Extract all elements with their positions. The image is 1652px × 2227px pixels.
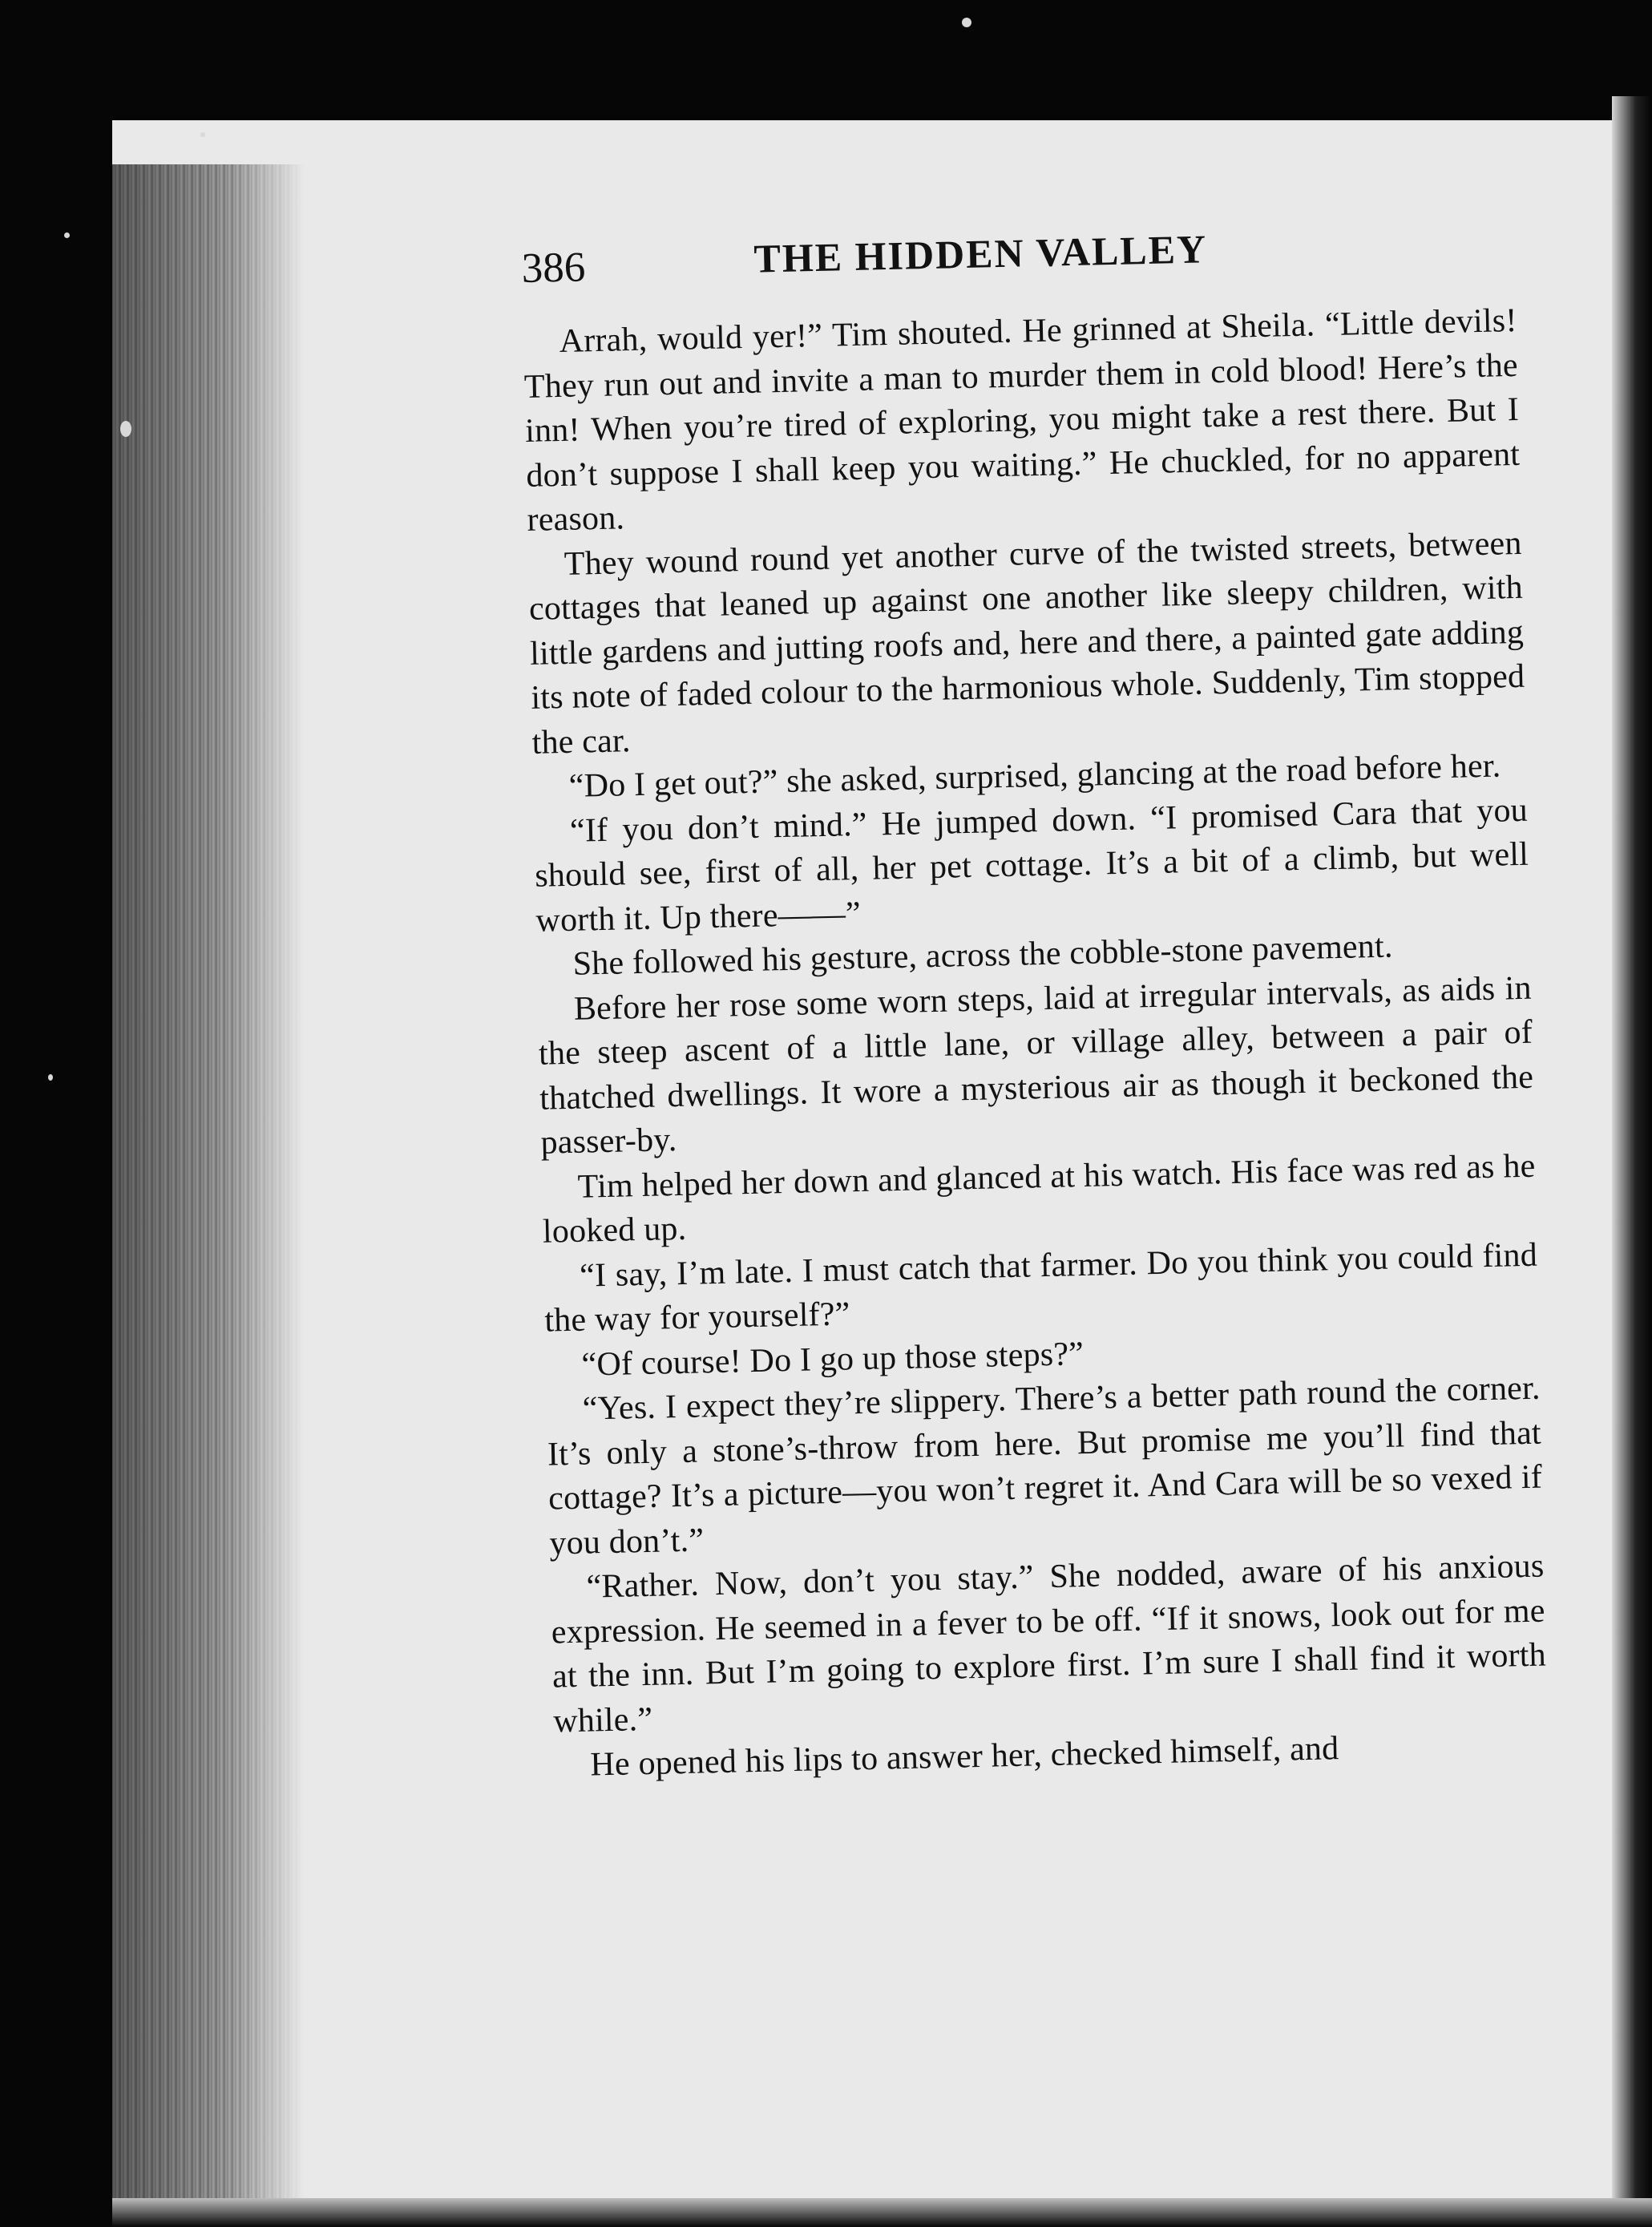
paragraph: “Yes. I expect they’re slippery. There’s a better path round the corner. It’s only a stone’s-throw from here. But promise me you’ll find that cottage? It’s a picture—you won’t regret it. And Cara will be so vexed if you don’t.”	[547, 1369, 1543, 1562]
paragraph: Tim helped her down and glanced at his watch. His face was red as he looked up.	[542, 1147, 1536, 1251]
running-title: THE HIDDEN VALLEY	[753, 226, 1208, 281]
dust-speck	[64, 232, 70, 238]
paragraph: “If you don’t mind.” He jumped down. “I promised Cara that you should see, first of all, her pet cottage. It’s a bit of a climb, but well worth it. Up there——”	[534, 791, 1529, 940]
dust-speck	[200, 132, 205, 137]
dust-speck	[962, 18, 971, 27]
paragraph: “Of course! Do I go up those steps?”	[581, 1335, 1085, 1384]
bottom-shadow	[112, 2198, 1652, 2227]
page-top-curve	[240, 120, 1637, 176]
page-number: 386	[521, 244, 586, 292]
paragraph: “Rather. Now, don’t you stay.” She nodded, aware of his anxious expression. He seemed in a fever to be off. “If it snows, look out for me at the inn. But I’m going to explore first. I’m sure I shall find it worth while.”	[551, 1547, 1547, 1740]
page-text	[521, 219, 1549, 1788]
paragraph: She followed his gesture, across the cobble-stone pavement.	[572, 928, 1393, 983]
paragraph: Arrah, would yer!” Tim shouted. He grinned at Sheila. “Little devils! They run out and invite a man to murder them in cold blood! Here’s the inn! When you’re tired of exploring, you might take a rest there. But I don’t suppose I shall keep you waiting.” He chuckled, for no apparent reason.	[523, 301, 1521, 539]
paragraph: “Do I get out?” she asked, surprised, glancing at the road before her.	[568, 747, 1501, 805]
paragraph: He opened his lips to answer her, checked himself, and	[590, 1730, 1339, 1784]
paragraph: “I say, I’m late. I must catch that farmer. Do you think you could find the way for yourself?”	[543, 1236, 1538, 1340]
book-page-edges	[112, 164, 305, 2205]
paragraph: Before her rose some worn steps, laid at irregular intervals, as aids in the steep ascent of a little lane, or village alley, between a pair of thatched dwellings. It wore a mysterious air as though it beckoned the passer-by.	[538, 969, 1534, 1162]
dust-speck	[48, 1074, 53, 1081]
paragraph: They wound round yet another curve of the twisted streets, between cottages that leaned up against one another like sleepy children, with little gardens and jutting roofs and, here and there, a painted gate adding its note of faded colour to the harmonious whole. Suddenly, Tim stopped the car.	[528, 524, 1525, 762]
right-binding-shadow	[1612, 96, 1652, 2213]
dust-speck	[120, 421, 131, 437]
